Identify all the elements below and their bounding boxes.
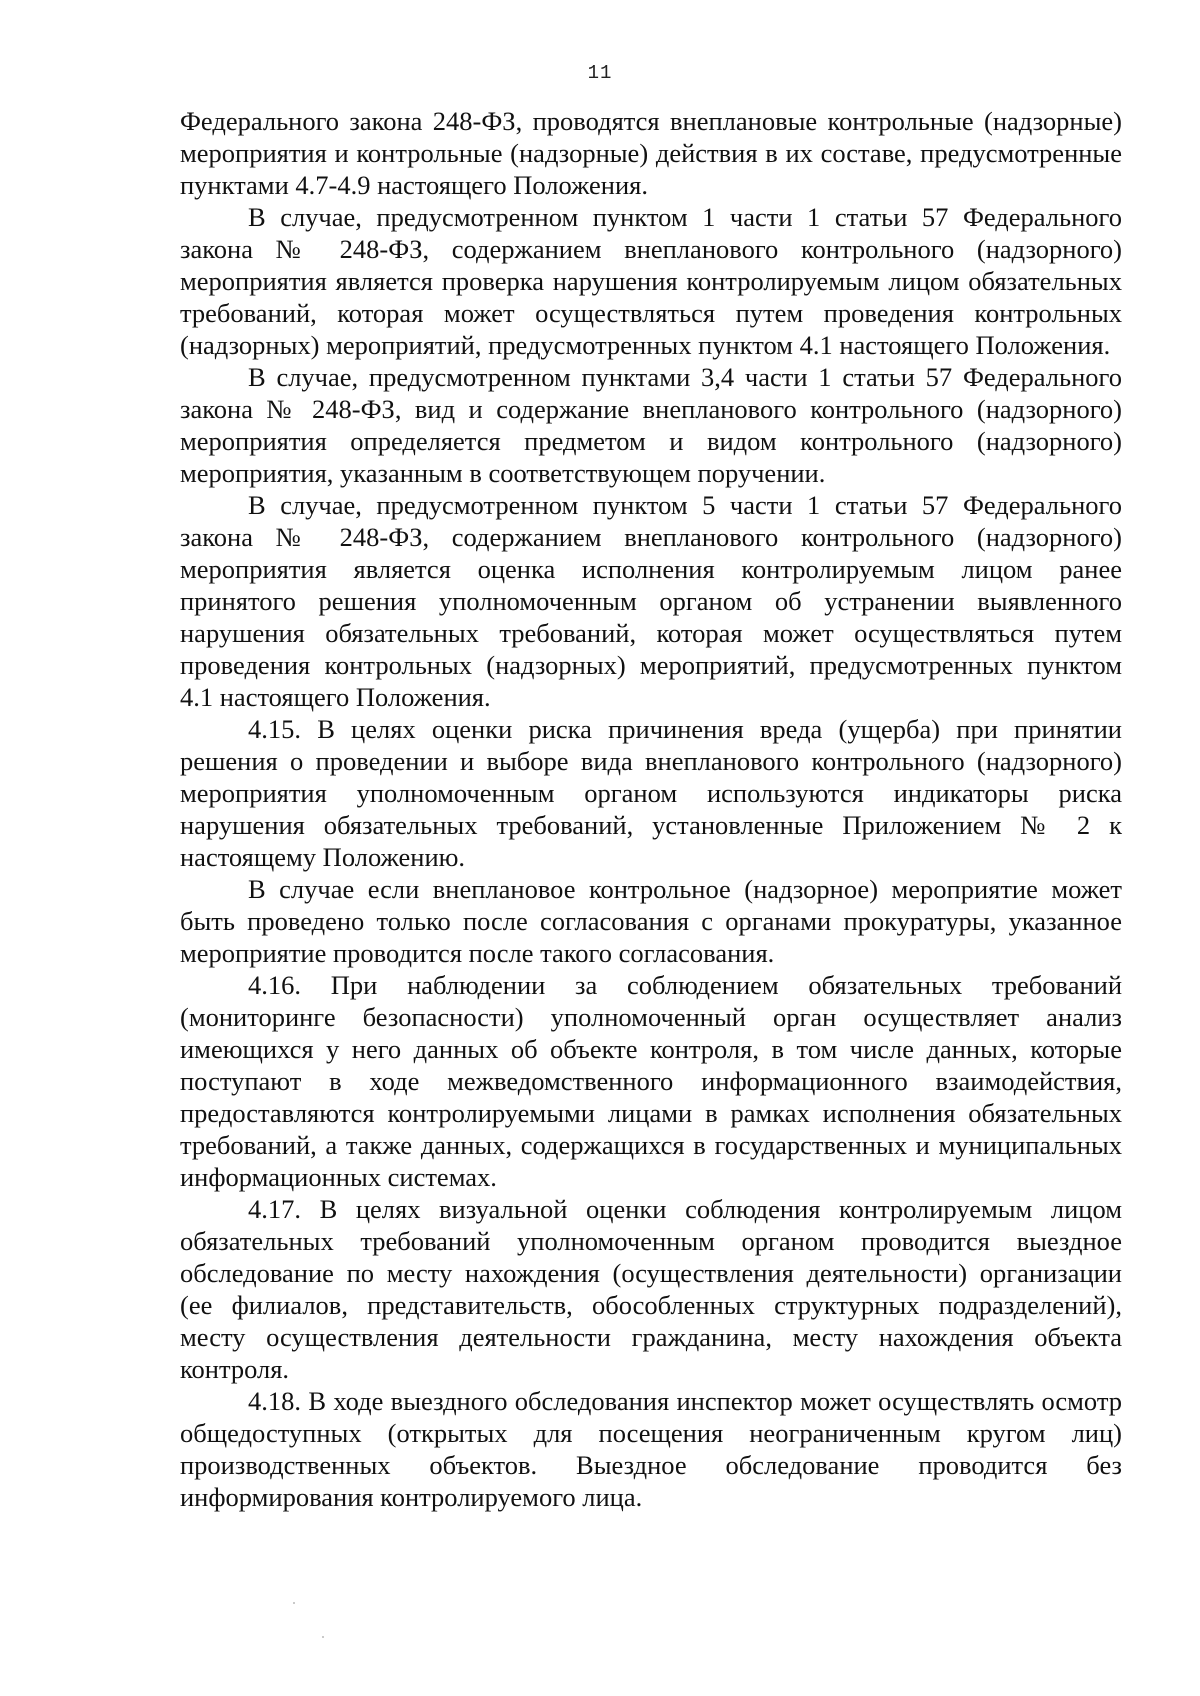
page-number: 11 — [587, 62, 613, 84]
paragraph-case-points-3-4: В случае, предусмотренном пунктами 3,4 части 1 статьи 57 Федерального закона № 248-ФЗ, вид и содержание внепланового контрольного (надзорного) мероприятия определяется предметом и видом контрольного (надзорного) мероприятия, указанным в соответствующем поручении. — [180, 362, 1122, 488]
paragraph-continuation: Федерального закона 248-ФЗ, проводятся внеплановые контрольные (надзорные) мероприятия и контрольные (надзорные) действия в их составе, предусмотренные пунктами 4.7-4.9 настоящего Положения. — [180, 106, 1122, 200]
paragraph-case-point-1: В случае, предусмотренном пунктом 1 части 1 статьи 57 Федерального закона № 248-ФЗ, содержанием внепланового контрольного (надзорного) мероприятия является проверка нарушения контролируемым лицом обязательных требований, которая может осуществляться путем проведения контрольных (надзорных) мероприятий, предусмотренных пунктом 4.1 настоящего Положения. — [180, 202, 1122, 360]
paragraph-4-18: 4.18. В ходе выездного обследования инспектор может осуществлять осмотр общедоступных (открытых для посещения неограниченным кругом лиц) производственных объектов. Выездное обследование проводится без информирования контролируемого лица. — [180, 1386, 1122, 1512]
paragraph-4-15: 4.15. В целях оценки риска причинения вреда (ущерба) при принятии решения о проведении и выборе вида внепланового контрольного (надзорного) мероприятия уполномоченным органом используются индикаторы риска нарушения обязательных требований, установленные Приложением № 2 к настоящему Положению. — [180, 714, 1122, 872]
document-body — [180, 105, 1122, 1513]
paragraph-4-16: 4.16. При наблюдении за соблюдением обязательных требований (мониторинге безопасности) уполномоченный орган осуществляет анализ имеющихся у него данных об объекте контроля, в том числе данных, которые поступают в ходе межведомственного информационного взаимодействия, предоставляются контролируемыми лицами в рамках исполнения обязательных требований, а также данных, содержащихся в государственных и муниципальных информационных системах. — [180, 970, 1122, 1192]
scan-speck — [322, 1636, 324, 1638]
scan-speck — [293, 1602, 295, 1604]
paragraph-prosecutor-approval: В случае если внеплановое контрольное (надзорное) мероприятие может быть проведено только после согласования с органами прокуратуры, указанное мероприятие проводится после такого согласования. — [180, 874, 1122, 968]
paragraph-case-point-5: В случае, предусмотренном пунктом 5 части 1 статьи 57 Федерального закона № 248-ФЗ, содержанием внепланового контрольного (надзорного) мероприятия является оценка исполнения контролируемым лицом ранее принятого решения уполномоченным органом об устранении выявленного нарушения обязательных требований, которая может осуществляться путем проведения контрольных (надзорных) мероприятий, предусмотренных пунктом 4.1 настоящего Положения. — [180, 490, 1122, 712]
paragraph-4-17: 4.17. В целях визуальной оценки соблюдения контролируемым лицом обязательных требований уполномоченным органом проводится выездное обследование по месту нахождения (осуществления деятельности) организации (ее филиалов, представительств, обособленных структурных подразделений), месту осуществления деятельности гражданина, месту нахождения объекта контроля. — [180, 1194, 1122, 1384]
